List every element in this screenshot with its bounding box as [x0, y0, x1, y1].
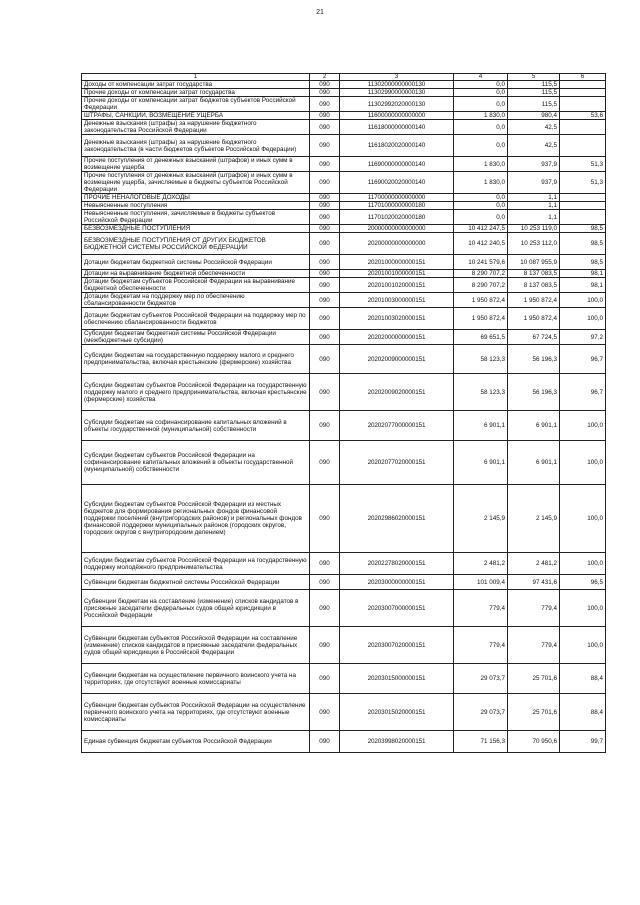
row-fact-cell: 25 701,6 [508, 664, 560, 694]
row-admin-code-cell: 090 [310, 81, 340, 89]
row-budget-code-cell: 20202986020000151 [340, 485, 454, 553]
row-name-cell: Дотации бюджетам субъектов Российской Федерации на выравнивание бюджетной обеспеченности [82, 278, 310, 293]
row-admin-code-cell: 090 [310, 194, 340, 202]
table-row [82, 89, 606, 97]
row-name-cell: Единая субвенция бюджетам субъектов Российской Федерации [82, 731, 310, 753]
row-percent-cell [560, 120, 606, 135]
row-percent-cell: 100,0 [560, 485, 606, 553]
table-row [82, 330, 606, 345]
row-fact-cell: 2 481,2 [508, 553, 560, 575]
row-percent-cell: 100,0 [560, 411, 606, 441]
row-plan-cell: 58 123,3 [454, 374, 508, 411]
row-budget-code-cell: 20000000000000000 [340, 225, 454, 233]
row-plan-cell: 8 290 707,2 [454, 278, 508, 293]
row-plan-cell: 0,0 [454, 120, 508, 135]
row-percent-cell: 100,0 [560, 553, 606, 575]
row-fact-cell: 779,4 [508, 627, 560, 664]
row-percent-cell [560, 89, 606, 97]
row-budget-code-cell: 20203000000000151 [340, 575, 454, 590]
table-row [82, 308, 606, 330]
table-row [82, 270, 606, 278]
row-budget-code-cell: 20202000000000151 [340, 330, 454, 345]
row-fact-cell: 2 145,9 [508, 485, 560, 553]
row-plan-cell: 1 830,0 [454, 157, 508, 172]
table-row [82, 233, 606, 255]
table-row [82, 575, 606, 590]
table-row [82, 255, 606, 270]
row-plan-cell: 1 830,0 [454, 112, 508, 120]
row-plan-cell: 58 123,3 [454, 345, 508, 374]
row-budget-code-cell: 11701020020000180 [340, 210, 454, 225]
row-budget-code-cell: 20201001020000151 [340, 278, 454, 293]
table-row [82, 112, 606, 120]
revenue-table [81, 73, 606, 753]
row-admin-code-cell: 090 [310, 120, 340, 135]
table-row [82, 664, 606, 694]
row-plan-cell: 10 412 240,5 [454, 233, 508, 255]
row-admin-code-cell: 090 [310, 345, 340, 374]
row-fact-cell: 6 901,1 [508, 411, 560, 441]
row-name-cell: Денежные взыскания (штрафы) за нарушение бюджетного законодательства Российской Федерации [82, 120, 310, 135]
row-percent-cell [560, 194, 606, 202]
row-budget-code-cell: 20202009020000151 [340, 374, 454, 411]
row-fact-cell: 42,5 [508, 120, 560, 135]
row-budget-code-cell: 11302992020000130 [340, 97, 454, 112]
row-admin-code-cell: 090 [310, 374, 340, 411]
table-row [82, 210, 606, 225]
row-fact-cell: 1,1 [508, 202, 560, 210]
row-percent-cell: 100,0 [560, 627, 606, 664]
row-budget-code-cell: 20202077000000151 [340, 411, 454, 441]
row-budget-code-cell: 20202009000000151 [340, 345, 454, 374]
table-row [82, 374, 606, 411]
header-col-5: 5 [508, 74, 560, 81]
table-row [82, 694, 606, 731]
row-fact-cell: 97 431,6 [508, 575, 560, 590]
row-name-cell: Невыясненные поступления [82, 202, 310, 210]
row-fact-cell: 25 701,6 [508, 694, 560, 731]
row-plan-cell: 0,0 [454, 97, 508, 112]
row-admin-code-cell: 090 [310, 278, 340, 293]
row-admin-code-cell: 090 [310, 89, 340, 97]
row-name-cell: Прочие доходы от компенсации затрат бюджетов субъектов Российской Федерации [82, 97, 310, 112]
header-col-3: 3 [340, 74, 454, 81]
row-name-cell: Субсидии бюджетам бюджетной системы Российской Федерации (межбюджетные субсидии) [82, 330, 310, 345]
row-budget-code-cell: 20203015020000151 [340, 694, 454, 731]
row-admin-code-cell: 090 [310, 112, 340, 120]
row-percent-cell: 51,3 [560, 157, 606, 172]
row-plan-cell: 1 950 872,4 [454, 293, 508, 308]
table-row [82, 225, 606, 233]
row-admin-code-cell: 090 [310, 575, 340, 590]
row-percent-cell [560, 135, 606, 157]
row-name-cell: Прочие поступления от денежных взысканий (штрафов) и иных сумм в возмещение ущерба, зачисляемые в бюджеты субъектов Российской Федерации [82, 172, 310, 194]
row-budget-code-cell: 11618020020000140 [340, 135, 454, 157]
row-fact-cell: 937,9 [508, 172, 560, 194]
page-number: 21 [316, 9, 324, 16]
row-name-cell: Прочие доходы от компенсации затрат государства [82, 89, 310, 97]
row-fact-cell: 779,4 [508, 590, 560, 627]
row-name-cell: Невыясненные поступления, зачисляемые в бюджеты субъектов Российской Федерации [82, 210, 310, 225]
row-name-cell: Субсидии бюджетам субъектов Российской Федерации на государственную поддержку молодёжного предпринимательства [82, 553, 310, 575]
row-name-cell: Субвенции бюджетам на осуществление первичного воинского учета на территориях, где отсутствуют военные комиссариаты [82, 664, 310, 694]
row-percent-cell: 98,5 [560, 225, 606, 233]
row-budget-code-cell: 20203007000000151 [340, 590, 454, 627]
table-row [82, 441, 606, 485]
row-admin-code-cell: 090 [310, 308, 340, 330]
row-admin-code-cell: 090 [310, 627, 340, 664]
row-admin-code-cell: 090 [310, 225, 340, 233]
header-col-2: 2 [310, 74, 340, 81]
header-col-4: 4 [454, 74, 508, 81]
table-row [82, 172, 606, 194]
row-fact-cell: 42,5 [508, 135, 560, 157]
row-admin-code-cell: 090 [310, 172, 340, 194]
row-fact-cell: 10 253 112,0 [508, 233, 560, 255]
row-fact-cell: 115,5 [508, 89, 560, 97]
row-admin-code-cell: 090 [310, 293, 340, 308]
row-budget-code-cell: 20202077020000151 [340, 441, 454, 485]
row-admin-code-cell: 090 [310, 590, 340, 627]
row-percent-cell: 96,5 [560, 575, 606, 590]
row-admin-code-cell: 090 [310, 441, 340, 485]
row-percent-cell: 88,4 [560, 694, 606, 731]
row-fact-cell: 980,4 [508, 112, 560, 120]
row-admin-code-cell: 090 [310, 202, 340, 210]
row-fact-cell: 1 950 872,4 [508, 308, 560, 330]
row-admin-code-cell: 090 [310, 97, 340, 112]
row-fact-cell: 56 196,3 [508, 374, 560, 411]
table-row [82, 293, 606, 308]
row-budget-code-cell: 20201001000000151 [340, 270, 454, 278]
row-name-cell: Субсидии бюджетам на государственную поддержку малого и среднего предпринимательства, включая крестьянские (фермерские) хозяйства [82, 345, 310, 374]
row-percent-cell: 98,1 [560, 270, 606, 278]
row-percent-cell: 96,7 [560, 345, 606, 374]
row-name-cell: ПРОЧИЕ НЕНАЛОГОВЫЕ ДОХОДЫ [82, 194, 310, 202]
row-plan-cell: 0,0 [454, 89, 508, 97]
row-fact-cell: 937,9 [508, 157, 560, 172]
row-percent-cell: 51,3 [560, 172, 606, 194]
row-percent-cell: 100,0 [560, 308, 606, 330]
row-admin-code-cell: 090 [310, 210, 340, 225]
row-name-cell: Субсидии бюджетам субъектов Российской Федерации из местных бюджетов для формирования региональных фондов финансовой поддержки поселений (внутригородских районов) и региональных фондов финансовой поддержки муниципальных районов (городских округов, городских округов с внутригородским делением) [82, 485, 310, 553]
row-plan-cell: 0,0 [454, 81, 508, 89]
table-row [82, 202, 606, 210]
table-row [82, 135, 606, 157]
row-plan-cell: 0,0 [454, 202, 508, 210]
row-plan-cell: 10 241 579,6 [454, 255, 508, 270]
row-fact-cell: 8 137 083,5 [508, 270, 560, 278]
row-fact-cell: 10 087 955,9 [508, 255, 560, 270]
row-percent-cell: 98,5 [560, 255, 606, 270]
row-percent-cell [560, 81, 606, 89]
header-col-6: 6 [560, 74, 606, 81]
row-budget-code-cell: 20202278020000151 [340, 553, 454, 575]
row-percent-cell: 98,1 [560, 278, 606, 293]
row-fact-cell: 115,5 [508, 97, 560, 112]
row-plan-cell: 0,0 [454, 135, 508, 157]
row-budget-code-cell: 20201003000000151 [340, 293, 454, 308]
row-name-cell: Денежные взыскания (штрафы) за нарушение бюджетного законодательства (в части бюджетов субъектов Российской Федерации) [82, 135, 310, 157]
row-budget-code-cell: 20200000000000000 [340, 233, 454, 255]
row-name-cell: Субсидии бюджетам субъектов Российской Федерации на софинансирование капитальных вложений в объекты государственной (муниципальной) собственности [82, 441, 310, 485]
row-percent-cell: 53,6 [560, 112, 606, 120]
table-row [82, 731, 606, 753]
table-row [82, 345, 606, 374]
row-fact-cell: 1,1 [508, 194, 560, 202]
row-percent-cell [560, 202, 606, 210]
row-fact-cell: 115,5 [508, 81, 560, 89]
row-plan-cell: 0,0 [454, 210, 508, 225]
row-fact-cell: 8 137 083,5 [508, 278, 560, 293]
row-plan-cell: 1 830,0 [454, 172, 508, 194]
row-admin-code-cell: 090 [310, 255, 340, 270]
row-budget-code-cell: 20201003020000151 [340, 308, 454, 330]
row-name-cell: Дотации бюджетам на поддержку мер по обеспечению сбалансированности бюджетов [82, 293, 310, 308]
row-fact-cell: 1,1 [508, 210, 560, 225]
row-percent-cell: 96,7 [560, 374, 606, 411]
row-fact-cell: 56 196,3 [508, 345, 560, 374]
row-budget-code-cell: 20203015000000151 [340, 664, 454, 694]
row-name-cell: Доходы от компенсации затрат государства [82, 81, 310, 89]
row-plan-cell: 29 073,7 [454, 664, 508, 694]
row-name-cell: Субвенции бюджетам субъектов Российской Федерации на составление (изменение) списков кандидатов в присяжные заседатели федеральных судов общей юрисдикции в Российской Федерации [82, 627, 310, 664]
row-name-cell: Прочие поступления от денежных взысканий (штрафов) и иных сумм в возмещение ущерба [82, 157, 310, 172]
row-budget-code-cell: 11618000000000140 [340, 120, 454, 135]
row-plan-cell: 29 073,7 [454, 694, 508, 731]
row-name-cell: Субвенции бюджетам на составление (изменение) списков кандидатов в присяжные заседатели федеральных судов общей юрисдикции в Российской Федерации [82, 590, 310, 627]
row-budget-code-cell: 20203007020000151 [340, 627, 454, 664]
row-admin-code-cell: 090 [310, 731, 340, 753]
row-name-cell: Дотации бюджетам субъектов Российской Федерации на поддержку мер по обеспечению сбалансированности бюджетов [82, 308, 310, 330]
row-percent-cell: 100,0 [560, 441, 606, 485]
row-admin-code-cell: 090 [310, 485, 340, 553]
row-name-cell: ШТРАФЫ, САНКЦИИ, ВОЗМЕЩЕНИЕ УЩЕРБА [82, 112, 310, 120]
row-percent-cell [560, 97, 606, 112]
row-percent-cell: 98,5 [560, 233, 606, 255]
row-plan-cell: 8 290 707,2 [454, 270, 508, 278]
row-admin-code-cell: 090 [310, 694, 340, 731]
row-budget-code-cell: 11302000000000130 [340, 81, 454, 89]
row-name-cell: БЕЗВОЗМЕЗДНЫЕ ПОСТУПЛЕНИЯ ОТ ДРУГИХ БЮДЖЕТОВ БЮДЖЕТНОЙ СИСТЕМЫ РОССИЙСКОЙ ФЕДЕРАЦИИ [82, 233, 310, 255]
row-admin-code-cell: 090 [310, 664, 340, 694]
row-fact-cell: 6 901,1 [508, 441, 560, 485]
table-row [82, 590, 606, 627]
row-percent-cell: 100,0 [560, 293, 606, 308]
row-budget-code-cell: 11600000000000000 [340, 112, 454, 120]
row-admin-code-cell: 090 [310, 135, 340, 157]
row-name-cell: Субсидии бюджетам на софинансирование капитальных вложений в объекты государственной (муниципальной) собственности [82, 411, 310, 441]
row-plan-cell: 1 950 872,4 [454, 308, 508, 330]
table-row [82, 81, 606, 89]
table-row [82, 411, 606, 441]
header-row [82, 74, 606, 81]
table-row [82, 553, 606, 575]
row-name-cell: Субвенции бюджетам бюджетной системы Российской Федерации [82, 575, 310, 590]
row-budget-code-cell: 11302990000000130 [340, 89, 454, 97]
row-fact-cell: 10 253 119,0 [508, 225, 560, 233]
table-row [82, 278, 606, 293]
row-budget-code-cell: 11690020020000140 [340, 172, 454, 194]
row-plan-cell: 2 145,9 [454, 485, 508, 553]
table-row [82, 485, 606, 553]
row-admin-code-cell: 090 [310, 270, 340, 278]
row-plan-cell: 779,4 [454, 590, 508, 627]
table-header [82, 74, 606, 81]
row-fact-cell: 1 950 872,4 [508, 293, 560, 308]
row-fact-cell: 70 950,6 [508, 731, 560, 753]
header-col-1: 1 [82, 74, 310, 81]
row-percent-cell: 88,4 [560, 664, 606, 694]
row-budget-code-cell: 11690000000000140 [340, 157, 454, 172]
row-fact-cell: 67 724,5 [508, 330, 560, 345]
row-admin-code-cell: 090 [310, 411, 340, 441]
row-plan-cell: 0,0 [454, 194, 508, 202]
row-percent-cell: 100,0 [560, 590, 606, 627]
table-row [82, 97, 606, 112]
row-budget-code-cell: 11700000000000000 [340, 194, 454, 202]
row-name-cell: Дотации бюджетам бюджетной системы Российской Федерации [82, 255, 310, 270]
row-budget-code-cell: 20203998020000151 [340, 731, 454, 753]
row-plan-cell: 6 901,1 [454, 441, 508, 485]
row-plan-cell: 101 009,4 [454, 575, 508, 590]
table-row [82, 194, 606, 202]
row-plan-cell: 69 651,5 [454, 330, 508, 345]
row-budget-code-cell: 11701000000000180 [340, 202, 454, 210]
row-plan-cell: 6 901,1 [454, 411, 508, 441]
row-admin-code-cell: 090 [310, 233, 340, 255]
table-row [82, 157, 606, 172]
table-body [82, 81, 606, 753]
table-row [82, 120, 606, 135]
row-plan-cell: 779,4 [454, 627, 508, 664]
row-percent-cell: 99,7 [560, 731, 606, 753]
row-percent-cell: 97,2 [560, 330, 606, 345]
row-admin-code-cell: 090 [310, 553, 340, 575]
row-name-cell: Субвенции бюджетам субъектов Российской Федерации на осуществление первичного воинского учета на территориях, где отсутствуют военные комиссариаты [82, 694, 310, 731]
row-plan-cell: 10 412 247,5 [454, 225, 508, 233]
row-admin-code-cell: 090 [310, 330, 340, 345]
row-name-cell: БЕЗВОЗМЕЗДНЫЕ ПОСТУПЛЕНИЯ [82, 225, 310, 233]
table-row [82, 627, 606, 664]
row-admin-code-cell: 090 [310, 157, 340, 172]
row-plan-cell: 2 481,2 [454, 553, 508, 575]
row-plan-cell: 71 156,3 [454, 731, 508, 753]
row-name-cell: Субсидии бюджетам субъектов Российской Федерации на государственную поддержку малого и среднего предпринимательства, включая крестьянские (фермерские) хозяйства [82, 374, 310, 411]
row-budget-code-cell: 20201000000000151 [340, 255, 454, 270]
row-name-cell: Дотации на выравнивание бюджетной обеспеченности [82, 270, 310, 278]
row-percent-cell [560, 210, 606, 225]
